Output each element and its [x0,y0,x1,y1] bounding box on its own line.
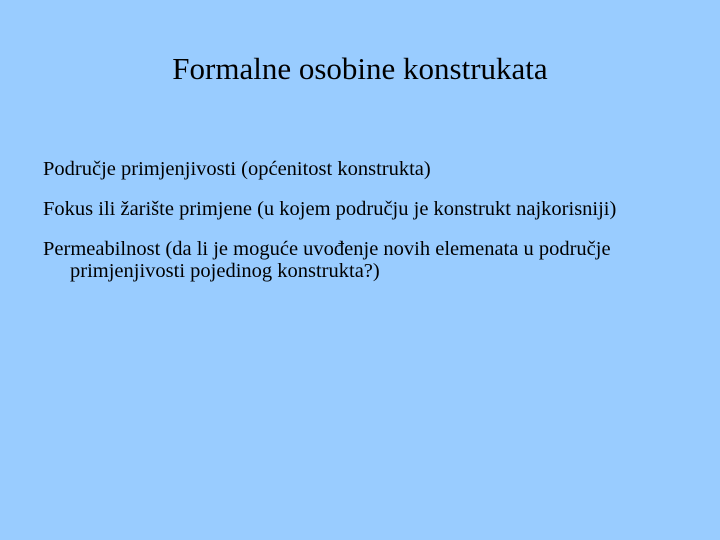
bullet-list [43,158,683,300]
bullet-item-scope: Područje primjenjivosti (općenitost konstrukta) [43,158,431,180]
bullet-item-focus: Fokus ili žarište primjene (u kojem području je konstrukt najkorisniji) [43,198,617,220]
slide-title: Formalne osobine konstrukata [172,51,548,86]
bullet-item-permeability: Permeabilnost (da li je moguće uvođenje novih elemenata u područje primjenjivosti pojedinog konstrukta?) [43,238,611,282]
